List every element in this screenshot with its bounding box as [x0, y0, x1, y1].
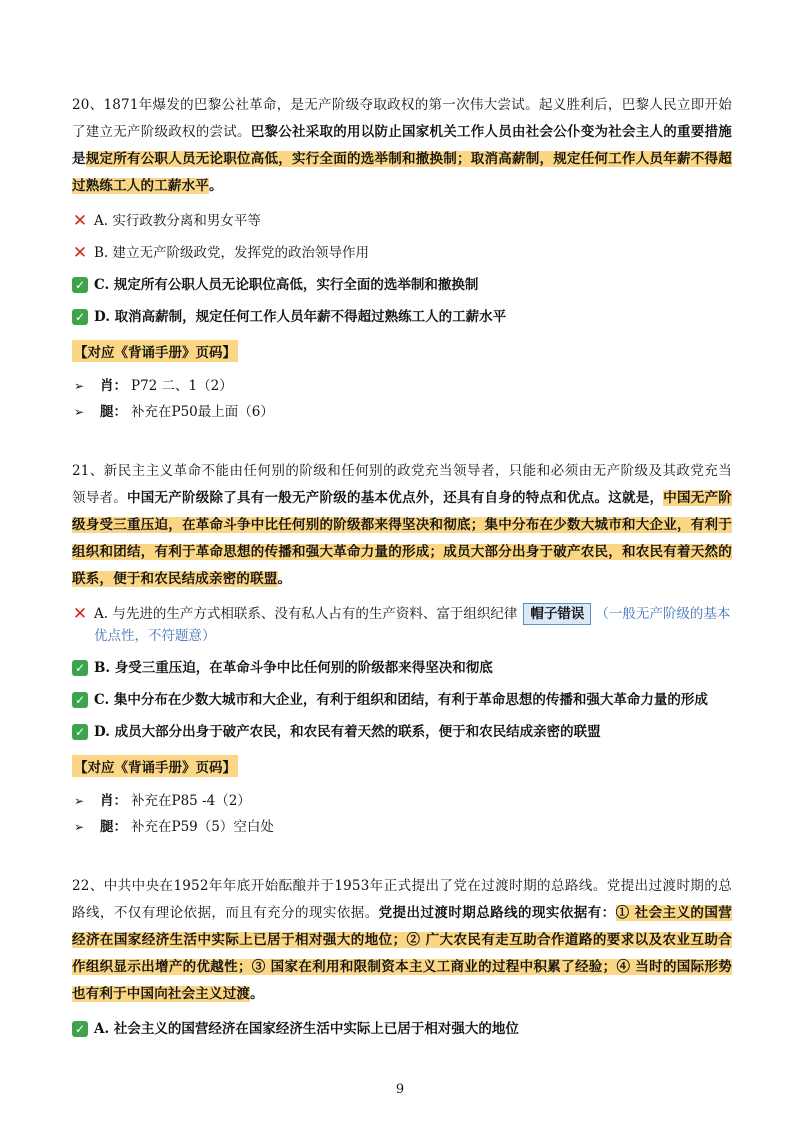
cross-icon: ✕	[72, 211, 88, 231]
reference-title: 【对应《背诵手册》页码】	[72, 340, 238, 362]
cross-icon: ✕	[72, 604, 88, 624]
stem-text: 20、1871年爆发的巴黎公社革命，是无产阶级夺取政权的第一次伟大尝试。起义胜利后，巴黎人民立即开始了建立无产阶级政权的尝试。	[72, 97, 732, 140]
option-d	[72, 721, 732, 743]
stem-bold-text: 中国无产阶级除了具有一般无产阶级的基本优点外，还具有自身的特点和优点。这就是，	[127, 490, 664, 506]
option-c	[72, 274, 732, 296]
reference-label: 肖：	[100, 793, 127, 809]
stem-bold-text: 巴黎公社采取的用以防止国家机关工作人员由社会公仆变为社会主人的重要措施是	[72, 124, 732, 167]
question-22-stem	[72, 873, 732, 1008]
reference-line	[72, 791, 732, 811]
option-a	[72, 603, 732, 647]
reference-text: 补充在P50最上面（6）	[131, 404, 274, 420]
reference-label: 腿：	[100, 819, 127, 835]
reference-label: 肖：	[100, 378, 127, 394]
arrow-bullet-icon: ➢	[74, 379, 85, 393]
stem-highlight-text: 中国无产阶级身受三重压迫，在革命斗争中比任何别的阶级都来得坚决和彻底；集中分布在少数大城市和大企业，有利于组织和团结，有利于革命思想的传播和强大革命力量的形成；成员大部分出身于破产农民，和农民有着天然的联系，便于和农民结成亲密的联盟	[72, 490, 732, 587]
option-text: B. 身受三重压迫，在革命斗争中比任何别的阶级都来得坚决和彻底	[94, 660, 493, 676]
document-page	[72, 92, 732, 1050]
stem-bold-text: 党提出过渡时期总路线的现实依据有：	[378, 905, 616, 921]
option-a-text: A. 与先进的生产方式相联系、没有私人占有的生产资料、富于组织纪律	[94, 606, 518, 622]
check-icon: ✓	[72, 692, 88, 708]
option-d	[72, 306, 732, 328]
reference-text: P72 二、1（2）	[131, 378, 233, 394]
option-text: B. 建立无产阶级政党，发挥党的政治领导作用	[94, 245, 370, 261]
stem-text: 21、新民主主义革命不能由任何别的阶级和任何别的政党充当领导者，只能和必须由无产阶级及其政党充当领导者。	[72, 463, 732, 506]
question-22	[72, 873, 732, 1040]
option-text: A. 社会主义的国营经济在国家经济生活中实际上已居于相对强大的地位	[94, 1021, 519, 1037]
stem-highlight-text: ① 社会主义的国营经济在国家经济生活中实际上已居于相对强大的地位；② 广大农民有走互助合作道路的要求以及农业互助合作组织显示出增产的优越性；③ 国家在利用和限制资本主义工商业的过程中积累了经验；④ 当时的国际形势也有利于中国向社会主义过渡	[72, 905, 732, 1002]
question-21-stem	[72, 458, 732, 593]
cross-icon: ✕	[72, 243, 88, 263]
option-text	[94, 603, 732, 647]
stem-end: 。	[209, 178, 223, 194]
reference-label: 腿：	[100, 404, 127, 420]
reference-line	[72, 376, 732, 396]
reference-text: 补充在P85 -4（2）	[131, 793, 251, 809]
option-b	[72, 657, 732, 679]
question-20	[72, 92, 732, 422]
option-a	[72, 210, 732, 232]
reference-line	[72, 817, 732, 837]
error-note: （一般无产阶级的基本优点性，不符题意）	[94, 606, 731, 644]
arrow-bullet-icon: ➢	[74, 794, 85, 808]
question-20-stem	[72, 92, 732, 200]
option-text: C. 规定所有公职人员无论职位高低，实行全面的选举制和撤换制	[94, 277, 479, 293]
check-icon: ✓	[72, 277, 88, 293]
option-a	[72, 1018, 732, 1040]
reference-title: 【对应《背诵手册》页码】	[72, 755, 238, 777]
option-text: D. 成员大部分出身于破产农民，和农民有着天然的联系，便于和农民结成亲密的联盟	[94, 724, 601, 740]
check-icon: ✓	[72, 309, 88, 325]
question-21	[72, 458, 732, 837]
stem-highlight-text: 规定所有公职人员无论职位高低，实行全面的选举制和撤换制；取消高薪制，规定任何工作人员年薪不得超过熟练工人的工薪水平	[72, 151, 733, 194]
option-text: A. 实行政教分离和男女平等	[94, 213, 261, 229]
check-icon: ✓	[72, 1021, 88, 1037]
arrow-bullet-icon: ➢	[74, 405, 85, 419]
stem-end: 。	[277, 571, 292, 587]
check-icon: ✓	[72, 660, 88, 676]
option-b	[72, 242, 732, 264]
arrow-bullet-icon: ➢	[74, 820, 85, 834]
reference-line	[72, 402, 732, 422]
page-number: 9	[395, 1082, 405, 1097]
error-tag: 帽子错误	[523, 603, 591, 625]
stem-end: 。	[250, 986, 264, 1002]
stem-text: 22、中共中央在1952年年底开始酝酿并于1953年正式提出了党在过渡时期的总路线。党提出过渡时期的总路线，不仅有理论依据，而且有充分的现实依据。	[72, 878, 732, 921]
check-icon: ✓	[72, 724, 88, 740]
option-text: D. 取消高薪制，规定任何工作人员年薪不得超过熟练工人的工薪水平	[94, 309, 507, 325]
reference-text: 补充在P59（5）空白处	[131, 819, 274, 835]
option-text: C. 集中分布在少数大城市和大企业，有利于组织和团结，有利于革命思想的传播和强大革命力量的形成	[94, 692, 708, 708]
option-c	[72, 689, 732, 711]
